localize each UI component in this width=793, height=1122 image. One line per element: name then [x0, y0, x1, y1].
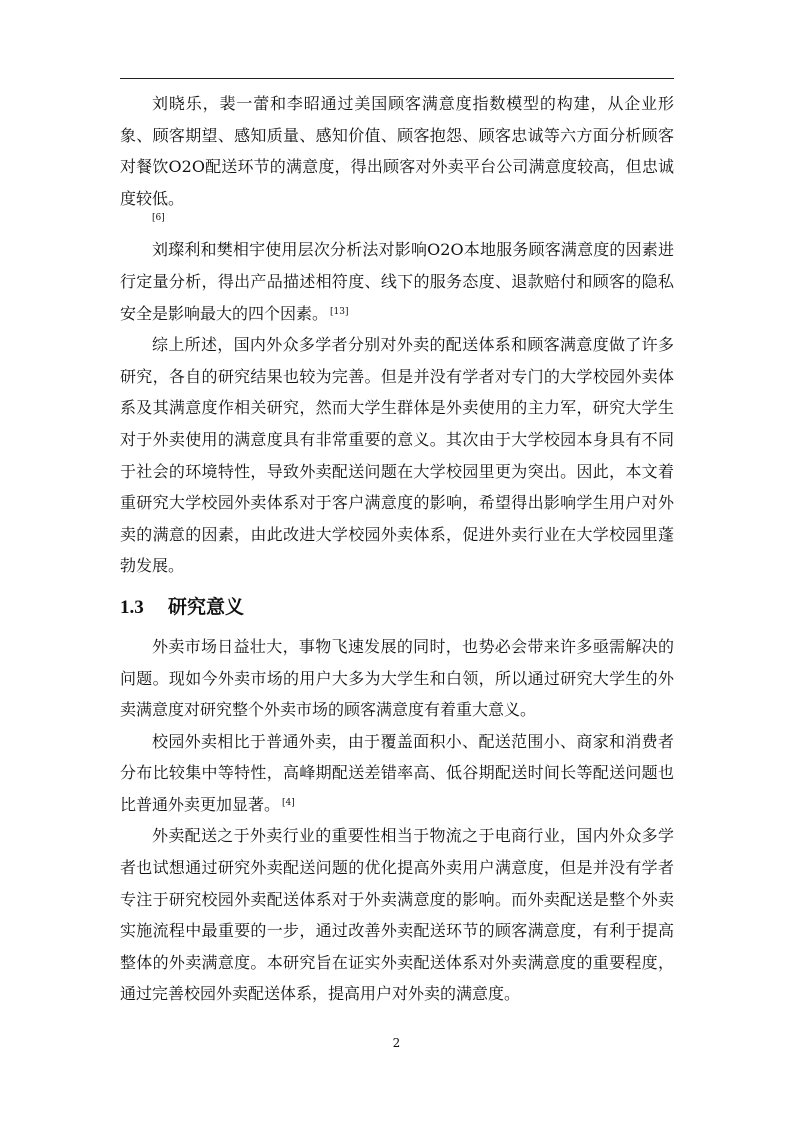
- paragraph-text: 刘晓乐，裴一蕾和李昭通过美国顾客满意度指数模型的构建，从企业形象、顾客期望、感知质量、感知价值、顾客抱怨、顾客忠诚等六方面分析顾客对餐饮O2O配送环节的满意度，得出顾客对外卖平台公司满意度较高，但忠诚度较低。: [120, 94, 674, 208]
- section-number: 1.3: [120, 596, 144, 618]
- paragraph-delivery: [120, 820, 674, 1010]
- citation-ref: [4]: [282, 797, 295, 808]
- paragraph-liu-xiaole: [120, 88, 674, 228]
- section-title: 研究意义: [168, 595, 245, 618]
- page-body: [120, 88, 674, 1010]
- paragraph-market: [120, 631, 674, 726]
- paragraph-text: 外卖市场日益壮大，事物飞速发展的同时，也势必会带来许多亟需解决的问题。现如今外卖市场的用户大多为大学生和白领，所以通过研究大学生的外卖满意度对研究整个外卖市场的顾客满意度有着重大意义。: [120, 636, 674, 720]
- paragraph-text: 综上所述，国内外众多学者分别对外卖的配送体系和顾客满意度做了许多研究，各自的研究结果也较为完善。但是并没有学者对专门的大学校园外卖体系及其满意度作相关研究，然而大学生群体是外卖使用的主力军，研究大学生对于外卖使用的满意度具有非常重要的意义。其次由于大学校园本身具有不同于社会的环境特性，导致外卖配送问题在大学校园里更为突出。因此，本文着重研究大学校园外卖体系对于客户满意度的影响，希望得出影响学生用户对外卖的满意的因素，由此改进大学校园外卖体系，促进外卖行业在大学校园里蓬勃发展。: [120, 335, 674, 576]
- page-number: 2: [392, 1036, 401, 1050]
- paragraph-campus: [120, 726, 674, 821]
- paragraph-text: 校园外卖相比于普通外卖，由于覆盖面积小、配送范围小、商家和消费者分布比较集中等特性，高峰期配送差错率高、低谷期配送时间长等配送问题也比普通外卖更加显著。: [120, 731, 674, 814]
- paragraph-liu-canli: [120, 234, 674, 329]
- section-heading: [120, 592, 674, 623]
- citation-ref: [6]: [152, 213, 165, 224]
- citation-ref: [13]: [330, 306, 349, 317]
- paragraph-summary: [120, 329, 674, 582]
- header-rule: [120, 78, 674, 79]
- paragraph-text: 刘璨利和樊相宇使用层次分析法对影响O2O本地服务顾客满意度的因素进行定量分析，得出产品描述相符度、线下的服务态度、退款赔付和顾客的隐私安全是影响最大的四个因素。: [120, 240, 674, 323]
- paragraph-text: 外卖配送之于外卖行业的重要性相当于物流之于电商行业，国内外众多学者也试想通过研究外卖配送问题的优化提高外卖用户满意度，但是并没有学者专注于研究校园外卖配送体系对于外卖满意度的影响。而外卖配送是整个外卖实施流程中最重要的一步，通过改善外卖配送环节的顾客满意度，有利于提高整体的外卖满意度。本研究旨在证实外卖配送体系对外卖满意度的重要程度，通过完善校园外卖配送体系，提高用户对外卖的满意度。: [120, 826, 674, 1004]
